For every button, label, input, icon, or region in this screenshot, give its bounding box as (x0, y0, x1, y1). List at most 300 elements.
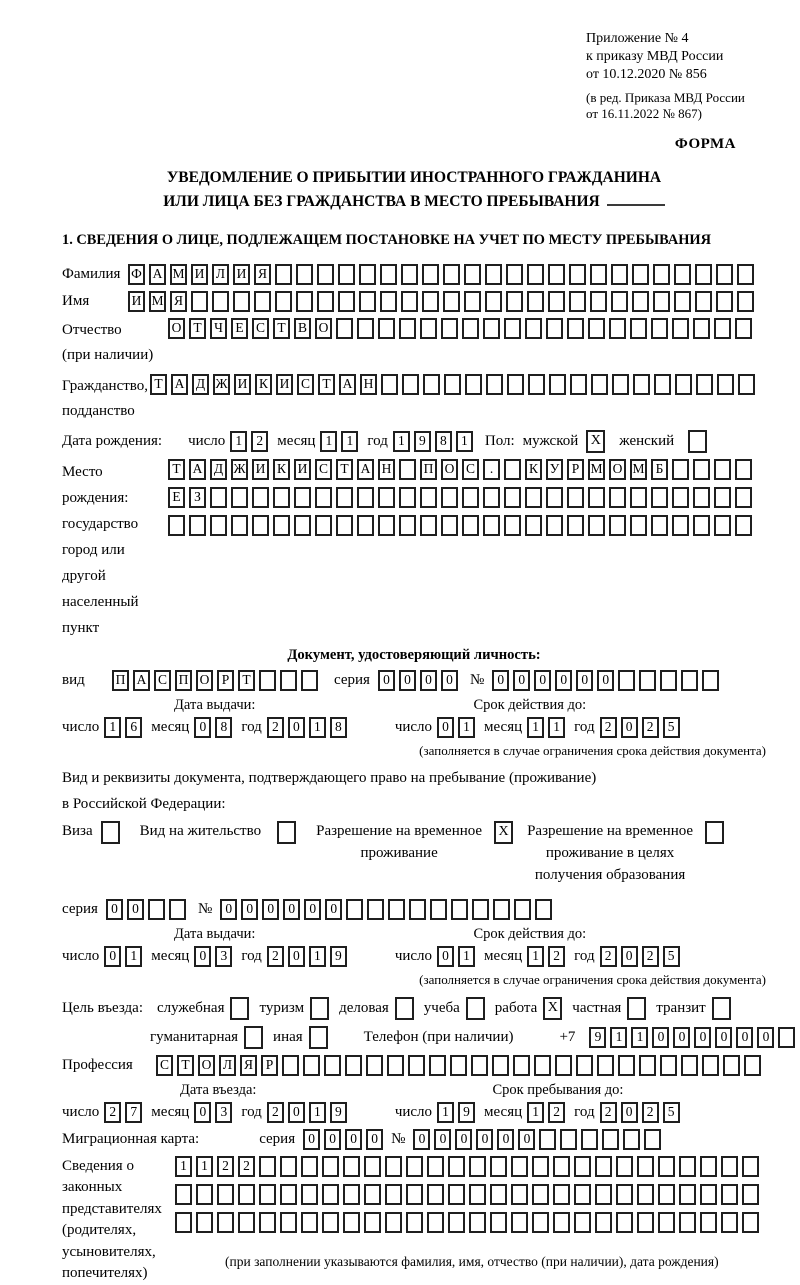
form-cell[interactable] (301, 1184, 318, 1205)
form-cell[interactable]: 1 (548, 717, 565, 738)
form-cell[interactable] (567, 318, 584, 339)
form-cell[interactable]: 7 (125, 1102, 142, 1123)
form-cell[interactable]: 1 (230, 431, 247, 452)
form-cell[interactable] (723, 1055, 740, 1076)
form-cell[interactable] (700, 1212, 717, 1233)
form-cell[interactable] (254, 291, 271, 312)
form-cell[interactable] (486, 374, 503, 395)
form-cell[interactable] (527, 291, 544, 312)
form-cell[interactable] (441, 318, 458, 339)
form-cell[interactable]: 0 (621, 1102, 638, 1123)
form-cell[interactable]: 0 (736, 1027, 753, 1048)
form-cell[interactable] (525, 487, 542, 508)
form-cell[interactable]: 1 (309, 717, 326, 738)
form-cell[interactable] (315, 515, 332, 536)
form-cell[interactable] (553, 1156, 570, 1177)
form-cell[interactable]: Р (261, 1055, 278, 1076)
form-cell[interactable] (716, 264, 733, 285)
form-cell[interactable]: 0 (757, 1027, 774, 1048)
form-cell[interactable]: Б (651, 459, 668, 480)
form-cell[interactable] (420, 515, 437, 536)
form-cell[interactable] (654, 374, 671, 395)
form-cell[interactable]: К (525, 459, 542, 480)
form-cell[interactable] (367, 899, 384, 920)
form-cell[interactable] (406, 1184, 423, 1205)
form-cell[interactable]: И (234, 374, 251, 395)
form-cell[interactable] (388, 899, 405, 920)
form-cell[interactable] (448, 1212, 465, 1233)
form-cell[interactable] (742, 1156, 759, 1177)
form-cell[interactable]: 0 (555, 670, 572, 691)
form-cell[interactable]: 0 (378, 670, 395, 691)
form-cell[interactable] (462, 487, 479, 508)
form-cell[interactable]: Д (210, 459, 227, 480)
form-cell[interactable] (469, 1212, 486, 1233)
form-cell[interactable]: 5 (663, 717, 680, 738)
form-cell[interactable]: 0 (194, 1102, 211, 1123)
form-cell[interactable]: П (112, 670, 129, 691)
form-cell[interactable] (378, 515, 395, 536)
form-cell[interactable] (513, 1055, 530, 1076)
form-cell[interactable] (259, 1212, 276, 1233)
form-cell[interactable] (679, 1212, 696, 1233)
form-cell[interactable] (338, 264, 355, 285)
form-cell[interactable]: 0 (437, 717, 454, 738)
form-cell[interactable] (322, 1156, 339, 1177)
form-cell[interactable]: 0 (518, 1129, 535, 1150)
form-cell[interactable] (448, 1156, 465, 1177)
form-cell[interactable] (778, 1027, 795, 1048)
form-cell[interactable] (555, 1055, 572, 1076)
form-cell[interactable]: С (315, 459, 332, 480)
form-cell[interactable] (504, 318, 521, 339)
form-cell[interactable]: 0 (715, 1027, 732, 1048)
form-cell[interactable] (191, 291, 208, 312)
form-cell[interactable] (714, 459, 731, 480)
form-cell[interactable] (553, 1212, 570, 1233)
form-cell[interactable]: И (191, 264, 208, 285)
form-cell[interactable] (511, 1156, 528, 1177)
form-cell[interactable]: 0 (437, 946, 454, 967)
form-cell[interactable] (485, 291, 502, 312)
form-cell[interactable]: 0 (476, 1129, 493, 1150)
form-cell[interactable] (296, 264, 313, 285)
form-cell[interactable] (672, 459, 689, 480)
form-cell[interactable] (483, 515, 500, 536)
form-cell[interactable] (231, 515, 248, 536)
form-cell[interactable] (336, 318, 353, 339)
form-cell[interactable]: М (170, 264, 187, 285)
form-cell[interactable]: 0 (455, 1129, 472, 1150)
form-cell[interactable]: X (543, 997, 562, 1020)
form-cell[interactable] (700, 1184, 717, 1205)
form-cell[interactable]: 1 (458, 717, 475, 738)
form-cell[interactable] (595, 1156, 612, 1177)
form-cell[interactable] (525, 515, 542, 536)
form-cell[interactable] (217, 1212, 234, 1233)
form-cell[interactable]: 9 (589, 1027, 606, 1048)
form-cell[interactable]: Т (168, 459, 185, 480)
form-cell[interactable] (612, 374, 629, 395)
form-cell[interactable]: 0 (399, 670, 416, 691)
form-cell[interactable] (658, 1184, 675, 1205)
form-cell[interactable] (364, 1156, 381, 1177)
form-cell[interactable] (336, 487, 353, 508)
form-cell[interactable]: 0 (576, 670, 593, 691)
form-cell[interactable] (588, 515, 605, 536)
form-cell[interactable] (252, 515, 269, 536)
form-cell[interactable]: 9 (330, 1102, 347, 1123)
form-cell[interactable] (574, 1156, 591, 1177)
form-cell[interactable] (364, 1212, 381, 1233)
form-cell[interactable]: 2 (642, 717, 659, 738)
form-cell[interactable]: 0 (597, 670, 614, 691)
form-cell[interactable]: 8 (330, 717, 347, 738)
form-cell[interactable] (231, 487, 248, 508)
form-cell[interactable] (742, 1184, 759, 1205)
form-cell[interactable] (616, 1212, 633, 1233)
form-cell[interactable] (632, 264, 649, 285)
form-cell[interactable] (693, 318, 710, 339)
form-cell[interactable]: Л (219, 1055, 236, 1076)
form-cell[interactable] (546, 487, 563, 508)
form-cell[interactable]: 3 (215, 1102, 232, 1123)
form-cell[interactable]: Л (212, 264, 229, 285)
form-cell[interactable]: 1 (104, 717, 121, 738)
form-cell[interactable] (588, 318, 605, 339)
form-cell[interactable] (633, 374, 650, 395)
form-cell[interactable]: 0 (621, 717, 638, 738)
form-cell[interactable] (275, 264, 292, 285)
form-cell[interactable] (700, 1156, 717, 1177)
form-cell[interactable] (301, 670, 318, 691)
form-cell[interactable]: Д (192, 374, 209, 395)
form-cell[interactable] (695, 264, 712, 285)
form-cell[interactable]: 0 (262, 899, 279, 920)
form-cell[interactable] (380, 291, 397, 312)
form-cell[interactable] (217, 1184, 234, 1205)
form-cell[interactable]: Н (360, 374, 377, 395)
form-cell[interactable]: 0 (345, 1129, 362, 1150)
form-cell[interactable] (567, 487, 584, 508)
form-cell[interactable] (381, 374, 398, 395)
form-cell[interactable]: 0 (194, 946, 211, 967)
form-cell[interactable]: 1 (196, 1156, 213, 1177)
form-cell[interactable] (387, 1055, 404, 1076)
form-cell[interactable] (637, 1156, 654, 1177)
form-cell[interactable] (714, 515, 731, 536)
form-cell[interactable] (343, 1184, 360, 1205)
form-cell[interactable]: 2 (251, 431, 268, 452)
form-cell[interactable] (504, 515, 521, 536)
form-cell[interactable] (357, 515, 374, 536)
form-cell[interactable]: О (196, 670, 213, 691)
form-cell[interactable] (660, 670, 677, 691)
form-cell[interactable]: 0 (534, 670, 551, 691)
form-cell[interactable] (534, 1055, 551, 1076)
form-cell[interactable] (702, 670, 719, 691)
form-cell[interactable] (532, 1212, 549, 1233)
form-cell[interactable] (378, 487, 395, 508)
form-cell[interactable] (548, 264, 565, 285)
form-cell[interactable] (532, 1184, 549, 1205)
form-cell[interactable]: К (273, 459, 290, 480)
form-cell[interactable] (658, 1212, 675, 1233)
form-cell[interactable]: Р (217, 670, 234, 691)
form-cell[interactable] (336, 515, 353, 536)
form-cell[interactable] (569, 264, 586, 285)
form-cell[interactable] (406, 1156, 423, 1177)
form-cell[interactable] (639, 1055, 656, 1076)
form-cell[interactable]: Е (231, 318, 248, 339)
form-cell[interactable] (420, 487, 437, 508)
form-cell[interactable]: Я (240, 1055, 257, 1076)
form-cell[interactable] (315, 487, 332, 508)
form-cell[interactable] (448, 1184, 465, 1205)
form-cell[interactable] (693, 459, 710, 480)
form-cell[interactable]: П (175, 670, 192, 691)
form-cell[interactable]: 2 (267, 717, 284, 738)
form-cell[interactable] (511, 1184, 528, 1205)
form-cell[interactable]: М (149, 291, 166, 312)
form-cell[interactable]: 1 (125, 946, 142, 967)
form-cell[interactable]: X (586, 430, 605, 453)
form-cell[interactable] (675, 374, 692, 395)
form-cell[interactable] (539, 1129, 556, 1150)
form-cell[interactable] (338, 291, 355, 312)
form-cell[interactable] (441, 487, 458, 508)
form-cell[interactable]: Т (238, 670, 255, 691)
form-cell[interactable] (380, 264, 397, 285)
form-cell[interactable] (737, 264, 754, 285)
form-cell[interactable] (471, 1055, 488, 1076)
form-cell[interactable] (702, 1055, 719, 1076)
form-cell[interactable]: О (315, 318, 332, 339)
form-cell[interactable] (735, 515, 752, 536)
form-cell[interactable] (324, 1055, 341, 1076)
form-cell[interactable] (506, 291, 523, 312)
form-cell[interactable] (485, 264, 502, 285)
form-cell[interactable] (280, 670, 297, 691)
form-cell[interactable] (385, 1184, 402, 1205)
form-cell[interactable] (294, 487, 311, 508)
form-cell[interactable]: 0 (420, 670, 437, 691)
form-cell[interactable] (359, 264, 376, 285)
form-cell[interactable] (549, 374, 566, 395)
form-cell[interactable] (462, 515, 479, 536)
form-cell[interactable] (490, 1184, 507, 1205)
form-cell[interactable] (238, 1184, 255, 1205)
form-cell[interactable] (296, 291, 313, 312)
form-cell[interactable]: Р (567, 459, 584, 480)
form-cell[interactable]: 0 (288, 717, 305, 738)
form-cell[interactable]: А (189, 459, 206, 480)
form-cell[interactable]: И (128, 291, 145, 312)
form-cell[interactable]: 0 (304, 899, 321, 920)
form-cell[interactable] (716, 291, 733, 312)
form-cell[interactable]: А (339, 374, 356, 395)
form-cell[interactable] (581, 1129, 598, 1150)
form-cell[interactable] (359, 291, 376, 312)
form-cell[interactable] (560, 1129, 577, 1150)
form-cell[interactable]: 1 (527, 1102, 544, 1123)
form-cell[interactable] (627, 997, 646, 1020)
form-cell[interactable] (408, 1055, 425, 1076)
form-cell[interactable] (441, 515, 458, 536)
form-cell[interactable] (672, 487, 689, 508)
form-cell[interactable] (611, 291, 628, 312)
form-cell[interactable]: Ж (213, 374, 230, 395)
form-cell[interactable] (357, 487, 374, 508)
form-cell[interactable]: 1 (631, 1027, 648, 1048)
form-cell[interactable]: 1 (309, 1102, 326, 1123)
form-cell[interactable]: 8 (215, 717, 232, 738)
form-cell[interactable]: 2 (600, 1102, 617, 1123)
form-cell[interactable] (714, 318, 731, 339)
form-cell[interactable]: 0 (673, 1027, 690, 1048)
form-cell[interactable] (507, 374, 524, 395)
form-cell[interactable]: 0 (106, 899, 123, 920)
form-cell[interactable] (576, 1055, 593, 1076)
form-cell[interactable]: 0 (283, 899, 300, 920)
form-cell[interactable] (273, 487, 290, 508)
form-cell[interactable] (527, 264, 544, 285)
form-cell[interactable] (322, 1184, 339, 1205)
form-cell[interactable] (277, 821, 296, 844)
form-cell[interactable]: М (630, 459, 647, 480)
form-cell[interactable] (317, 291, 334, 312)
form-cell[interactable] (175, 1212, 192, 1233)
form-cell[interactable]: П (420, 459, 437, 480)
form-cell[interactable]: А (171, 374, 188, 395)
form-cell[interactable] (679, 1184, 696, 1205)
form-cell[interactable] (630, 487, 647, 508)
form-cell[interactable] (469, 1184, 486, 1205)
form-cell[interactable]: 0 (497, 1129, 514, 1150)
form-cell[interactable] (464, 264, 481, 285)
form-cell[interactable]: 8 (435, 431, 452, 452)
form-cell[interactable] (259, 670, 276, 691)
form-cell[interactable] (674, 291, 691, 312)
form-cell[interactable]: А (149, 264, 166, 285)
form-cell[interactable] (301, 1212, 318, 1233)
form-cell[interactable] (483, 318, 500, 339)
form-cell[interactable] (402, 374, 419, 395)
form-cell[interactable] (672, 318, 689, 339)
form-cell[interactable] (444, 374, 461, 395)
form-cell[interactable] (399, 318, 416, 339)
form-cell[interactable]: 1 (458, 946, 475, 967)
form-cell[interactable] (244, 1026, 263, 1049)
form-cell[interactable]: У (546, 459, 563, 480)
form-cell[interactable]: С (462, 459, 479, 480)
form-cell[interactable]: 2 (238, 1156, 255, 1177)
form-cell[interactable] (714, 487, 731, 508)
form-cell[interactable] (525, 318, 542, 339)
form-cell[interactable] (466, 997, 485, 1020)
form-cell[interactable] (148, 899, 165, 920)
form-cell[interactable] (679, 1156, 696, 1177)
form-cell[interactable]: 0 (434, 1129, 451, 1150)
form-cell[interactable]: О (609, 459, 626, 480)
form-cell[interactable] (345, 1055, 362, 1076)
form-cell[interactable] (616, 1184, 633, 1205)
form-cell[interactable]: 0 (652, 1027, 669, 1048)
form-cell[interactable] (472, 899, 489, 920)
form-cell[interactable]: Т (336, 459, 353, 480)
form-cell[interactable] (618, 670, 635, 691)
form-cell[interactable]: 1 (610, 1027, 627, 1048)
form-cell[interactable] (451, 899, 468, 920)
form-cell[interactable]: 2 (267, 946, 284, 967)
form-cell[interactable] (196, 1184, 213, 1205)
form-cell[interactable]: Я (170, 291, 187, 312)
form-cell[interactable] (490, 1212, 507, 1233)
form-cell[interactable]: 2 (104, 1102, 121, 1123)
form-cell[interactable] (644, 1129, 661, 1150)
form-cell[interactable]: 0 (194, 717, 211, 738)
form-cell[interactable]: 0 (104, 946, 121, 967)
form-cell[interactable] (623, 1129, 640, 1150)
form-cell[interactable] (742, 1212, 759, 1233)
form-cell[interactable]: 9 (330, 946, 347, 967)
form-cell[interactable] (514, 899, 531, 920)
form-cell[interactable] (609, 318, 626, 339)
form-cell[interactable] (535, 899, 552, 920)
form-cell[interactable] (651, 515, 668, 536)
form-cell[interactable]: 6 (125, 717, 142, 738)
form-cell[interactable] (259, 1184, 276, 1205)
form-cell[interactable]: О (198, 1055, 215, 1076)
form-cell[interactable] (738, 374, 755, 395)
form-cell[interactable]: 2 (267, 1102, 284, 1123)
form-cell[interactable]: 0 (325, 899, 342, 920)
form-cell[interactable] (310, 997, 329, 1020)
form-cell[interactable] (210, 515, 227, 536)
form-cell[interactable] (280, 1156, 297, 1177)
form-cell[interactable] (346, 899, 363, 920)
form-cell[interactable] (465, 374, 482, 395)
form-cell[interactable] (492, 1055, 509, 1076)
form-cell[interactable] (409, 899, 426, 920)
form-cell[interactable] (735, 318, 752, 339)
form-cell[interactable] (189, 515, 206, 536)
form-cell[interactable] (275, 291, 292, 312)
form-cell[interactable] (721, 1184, 738, 1205)
form-cell[interactable] (401, 291, 418, 312)
form-cell[interactable] (546, 515, 563, 536)
form-cell[interactable] (693, 515, 710, 536)
form-cell[interactable] (238, 1212, 255, 1233)
form-cell[interactable]: 1 (437, 1102, 454, 1123)
form-cell[interactable]: А (133, 670, 150, 691)
form-cell[interactable] (406, 1212, 423, 1233)
form-cell[interactable] (233, 291, 250, 312)
form-cell[interactable] (553, 1184, 570, 1205)
form-cell[interactable]: 0 (492, 670, 509, 691)
form-cell[interactable] (611, 264, 628, 285)
form-cell[interactable] (569, 291, 586, 312)
form-cell[interactable]: Я (254, 264, 271, 285)
form-cell[interactable]: 0 (241, 899, 258, 920)
form-cell[interactable]: 5 (663, 1102, 680, 1123)
form-cell[interactable] (602, 1129, 619, 1150)
form-cell[interactable] (630, 318, 647, 339)
form-cell[interactable] (609, 487, 626, 508)
form-cell[interactable] (259, 1156, 276, 1177)
form-cell[interactable] (462, 318, 479, 339)
form-cell[interactable] (653, 264, 670, 285)
